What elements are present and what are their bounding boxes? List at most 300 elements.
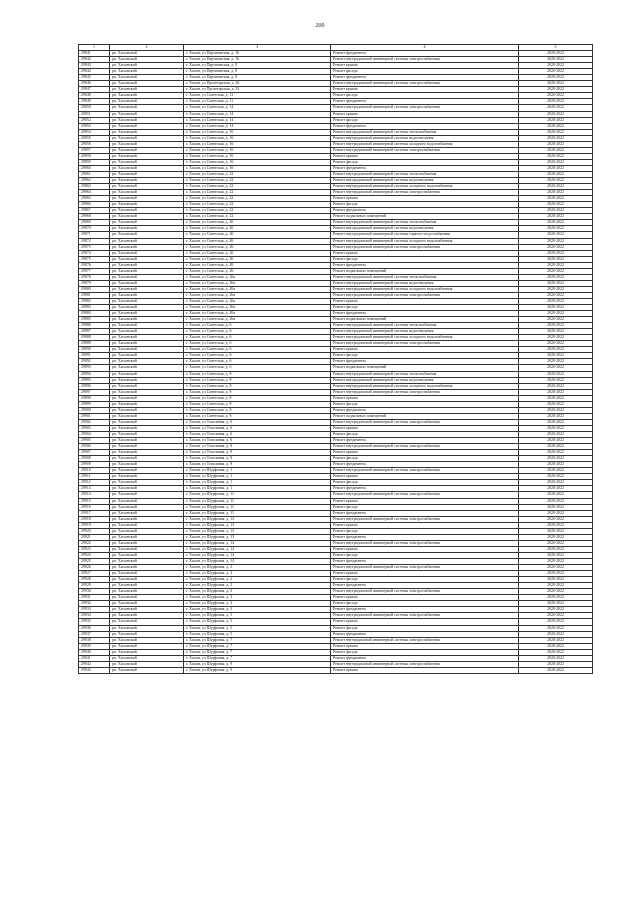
row-number: 29885 <box>79 317 110 323</box>
row-period: 2020-2022 <box>519 583 593 589</box>
row-work-type: Ремонт фасада <box>331 456 519 462</box>
row-number: 29851 <box>79 111 110 117</box>
row-number: 29869 <box>79 220 110 226</box>
row-period: 2020-2022 <box>519 305 593 311</box>
row-work-type: Ремонт внутридомовой инженерной системы водоотведения <box>331 280 519 286</box>
row-number: 29859 <box>79 159 110 165</box>
row-period: 2020-2022 <box>519 637 593 643</box>
row-address: г. Хасын, ул Советская, д. 16 <box>184 159 331 165</box>
row-work-type: Ремонт крыши <box>331 667 519 673</box>
row-work-type: Ремонт крыши <box>331 395 519 401</box>
row-address: г. Хасын, ул Советская, д. 22 <box>184 214 331 220</box>
row-number: 29860 <box>79 165 110 171</box>
row-work-type: Ремонт крыши <box>331 522 519 528</box>
row-address: г. Хасын, ул Советская, д. 26 <box>184 244 331 250</box>
row-address: г. Хасын, ул Тополиная, д. 6 <box>184 438 331 444</box>
row-address: г. Хасын, ул Пролетарская, д. 26 <box>184 81 331 87</box>
row-work-type: Ремонт фасада <box>331 256 519 262</box>
row-district: рп. Хасынский <box>110 292 184 298</box>
row-work-type: Ремонт фасада <box>331 353 519 359</box>
row-number: 29904 <box>79 432 110 438</box>
row-work-type: Ремонт фасада <box>331 93 519 99</box>
row-period: 2020-2022 <box>519 613 593 619</box>
row-number: 29922 <box>79 540 110 546</box>
row-address: г. Хасын, ул Партизанская, д. 8 <box>184 69 331 75</box>
row-number: 29850 <box>79 105 110 111</box>
row-address: г. Хасын, ул Советская, д. 22 <box>184 196 331 202</box>
row-period: 2020-2022 <box>519 395 593 401</box>
row-number: 29872 <box>79 238 110 244</box>
row-period: 2020-2022 <box>519 492 593 498</box>
row-number: 29934 <box>79 613 110 619</box>
row-district: рп. Хасынский <box>110 522 184 528</box>
row-period: 2020-2022 <box>519 407 593 413</box>
row-number: 29918 <box>79 516 110 522</box>
row-address: г. Хасын, ул Советская, д. 22 <box>184 171 331 177</box>
row-district: рп. Хасынский <box>110 135 184 141</box>
row-period: 2020-2022 <box>519 667 593 673</box>
row-period: 2020-2022 <box>519 516 593 522</box>
row-number: 29880 <box>79 286 110 292</box>
row-district: рп. Хасынский <box>110 208 184 214</box>
row-number: 29845 <box>79 75 110 81</box>
row-number: 29888 <box>79 335 110 341</box>
row-address: г. Хасын, ул Шурфовая, д. 11 <box>184 510 331 516</box>
row-work-type: Ремонт внутридомовой инженерной системы электроснабжения <box>331 613 519 619</box>
row-address: г. Хасын, ул Советская, д. 26а <box>184 280 331 286</box>
row-address: г. Хасын, ул Советская, д. 26а <box>184 274 331 280</box>
row-number: 29848 <box>79 93 110 99</box>
row-work-type: Ремонт внутридомовой инженерной системы электроснабжения <box>331 244 519 250</box>
row-period: 2020-2022 <box>519 335 593 341</box>
row-number: 29895 <box>79 377 110 383</box>
row-address: г. Хасын, ул Советская, д. 6 <box>184 329 331 335</box>
row-period: 2020-2022 <box>519 208 593 214</box>
row-work-type: Ремонт крыши <box>331 153 519 159</box>
row-period: 2020-2022 <box>519 486 593 492</box>
row-address: г. Хасын, ул Шурфовая, д. 13 <box>184 528 331 534</box>
row-work-type: Ремонт внутридомовой инженерной системы теплоснабжения <box>331 220 519 226</box>
row-district: рп. Хасынский <box>110 552 184 558</box>
row-work-type: Ремонт внутридомовой инженерной системы теплоснабжения <box>331 274 519 280</box>
row-district: рп. Хасынский <box>110 510 184 516</box>
row-district: рп. Хасынский <box>110 238 184 244</box>
row-period: 2020-2022 <box>519 540 593 546</box>
row-address: г. Хасын, ул Советская, д. 16 <box>184 165 331 171</box>
row-period: 2020-2022 <box>519 504 593 510</box>
row-work-type: Ремонт фасада <box>331 117 519 123</box>
row-district: рп. Хасынский <box>110 69 184 75</box>
row-work-type: Ремонт фундамента <box>331 262 519 268</box>
row-district: рп. Хасынский <box>110 649 184 655</box>
row-address: г. Хасын, ул Советская, д. 26 <box>184 262 331 268</box>
row-work-type: Ремонт крыши <box>331 111 519 117</box>
row-address: г. Хасын, ул Советская, д. 14 <box>184 105 331 111</box>
row-address: г. Хасын, ул Шурфовая, д. 7 <box>184 643 331 649</box>
row-district: рп. Хасынский <box>110 93 184 99</box>
row-address: г. Хасын, ул Шурфовая, д. 3 <box>184 595 331 601</box>
row-period: 2020-2022 <box>519 274 593 280</box>
row-work-type: Ремонт внутридомовой инженерной системы электроснабжения <box>331 589 519 595</box>
row-district: рп. Хасынский <box>110 589 184 595</box>
row-number: 29939 <box>79 643 110 649</box>
row-address: г. Хасын, ул Шурфовая, д. 7 <box>184 655 331 661</box>
row-number: 29915 <box>79 498 110 504</box>
row-number: 29896 <box>79 383 110 389</box>
row-district: рп. Хасынский <box>110 395 184 401</box>
row-period: 2020-2022 <box>519 655 593 661</box>
row-work-type: Ремонт внутридомовой инженерной системы электроснабжения <box>331 419 519 425</box>
row-number: 29927 <box>79 571 110 577</box>
row-address: г. Хасын, ул Советская, д. 8 <box>184 389 331 395</box>
row-address: г. Хасын, ул Шурфовая, д. 1 <box>184 474 331 480</box>
row-number: 29924 <box>79 552 110 558</box>
row-address: г. Хасын, ул Пролетарская, д. 33 <box>184 87 331 93</box>
row-number: 29894 <box>79 371 110 377</box>
row-address: г. Хасын, ул Советская, д. 6 <box>184 335 331 341</box>
row-district: рп. Хасынский <box>110 190 184 196</box>
row-district: рп. Хасынский <box>110 81 184 87</box>
row-address: г. Хасын, ул Советская, д. 22 <box>184 184 331 190</box>
row-number: 29890 <box>79 347 110 353</box>
row-district: рп. Хасынский <box>110 438 184 444</box>
row-number: 29893 <box>79 365 110 371</box>
row-district: рп. Хасынский <box>110 667 184 673</box>
row-district: рп. Хасынский <box>110 244 184 250</box>
row-address: г. Хасын, ул Партизанская, д. 8 <box>184 75 331 81</box>
row-number: 29862 <box>79 178 110 184</box>
row-work-type: Ремонт внутридомовой инженерной системы электроснабжения <box>331 105 519 111</box>
row-period: 2020-2022 <box>519 552 593 558</box>
row-number: 29864 <box>79 190 110 196</box>
row-period: 2020-2022 <box>519 111 593 117</box>
row-number: 29867 <box>79 208 110 214</box>
row-period: 2020-2022 <box>519 383 593 389</box>
row-address: г. Хасын, ул Шурфовая, д. 13 <box>184 516 331 522</box>
row-number: 29917 <box>79 510 110 516</box>
row-number: 29916 <box>79 504 110 510</box>
row-work-type: Ремонт фасада <box>331 305 519 311</box>
row-work-type: Ремонт фундамента <box>331 462 519 468</box>
row-address: г. Хасын, ул Шурфовая, д. 3 <box>184 607 331 613</box>
row-period: 2020-2022 <box>519 226 593 232</box>
row-period: 2020-2022 <box>519 522 593 528</box>
row-address: г. Хасын, ул Советская, д. 6 <box>184 365 331 371</box>
row-number: 29902 <box>79 419 110 425</box>
row-period: 2020-2022 <box>519 190 593 196</box>
row-district: рп. Хасынский <box>110 57 184 63</box>
row-work-type: Ремонт фундамента <box>331 123 519 129</box>
row-number: 29940 <box>79 649 110 655</box>
row-work-type: Ремонт внутридомовой инженерной системы теплоснабжения <box>331 323 519 329</box>
row-number: 29921 <box>79 534 110 540</box>
row-district: рп. Хасынский <box>110 528 184 534</box>
row-period: 2020-2022 <box>519 401 593 407</box>
row-district: рп. Хасынский <box>110 619 184 625</box>
row-work-type: Ремонт крыши <box>331 546 519 552</box>
row-number: 29935 <box>79 619 110 625</box>
row-number: 29870 <box>79 226 110 232</box>
row-address: г. Хасын, ул Советская, д. 26 <box>184 238 331 244</box>
row-work-type: Ремонт фасада <box>331 528 519 534</box>
row-district: рп. Хасынский <box>110 51 184 57</box>
row-number: 29884 <box>79 311 110 317</box>
row-district: рп. Хасынский <box>110 401 184 407</box>
row-work-type: Ремонт фундамента <box>331 510 519 516</box>
row-period: 2020-2022 <box>519 93 593 99</box>
row-number: 29863 <box>79 184 110 190</box>
header-col-district: 2 <box>110 45 184 51</box>
row-period: 2020-2022 <box>519 262 593 268</box>
row-period: 2020-2022 <box>519 643 593 649</box>
row-period: 2020-2022 <box>519 444 593 450</box>
row-work-type: Ремонт крыши <box>331 298 519 304</box>
row-address: г. Хасын, ул Шурфовая, д. 9 <box>184 667 331 673</box>
row-address: г. Хасын, ул Тополиная, д. 8 <box>184 462 331 468</box>
row-number: 29878 <box>79 274 110 280</box>
row-address: г. Хасын, ул Советская, д. 16 <box>184 141 331 147</box>
row-address: г. Хасын, ул Советская, д. 16 <box>184 129 331 135</box>
row-number: 29852 <box>79 117 110 123</box>
row-district: рп. Хасынский <box>110 329 184 335</box>
row-work-type: Ремонт внутридомовой инженерной системы электроснабжения <box>331 292 519 298</box>
row-period: 2020-2022 <box>519 601 593 607</box>
row-address: г. Хасын, ул Советская, д. 8 <box>184 395 331 401</box>
row-district: рп. Хасынский <box>110 117 184 123</box>
row-address: г. Хасын, ул Советская, д. 26 <box>184 256 331 262</box>
row-district: рп. Хасынский <box>110 462 184 468</box>
row-number: 29876 <box>79 262 110 268</box>
row-period: 2020-2022 <box>519 232 593 238</box>
row-district: рп. Хасынский <box>110 643 184 649</box>
row-period: 2020-2022 <box>519 196 593 202</box>
row-work-type: Ремонт крыши <box>331 425 519 431</box>
row-period: 2020-2022 <box>519 135 593 141</box>
row-address: г. Хасын, ул Советская, д. 8 <box>184 383 331 389</box>
row-period: 2020-2022 <box>519 286 593 292</box>
row-address: г. Хасын, ул Шурфовая, д. 7 <box>184 649 331 655</box>
row-district: рп. Хасынский <box>110 407 184 413</box>
row-district: рп. Хасынский <box>110 232 184 238</box>
row-number: 29930 <box>79 589 110 595</box>
row-address: г. Хасын, ул Советская, д. 26 <box>184 232 331 238</box>
row-period: 2020-2022 <box>519 546 593 552</box>
row-work-type: Ремонт фундамента <box>331 438 519 444</box>
row-number: 29910 <box>79 468 110 474</box>
row-period: 2020-2022 <box>519 129 593 135</box>
row-address: г. Хасын, ул Шурфовая, д. 2 <box>184 577 331 583</box>
row-district: рп. Хасынский <box>110 565 184 571</box>
row-number: 29865 <box>79 196 110 202</box>
row-address: г. Хасын, ул Советская, д. 8 <box>184 413 331 419</box>
row-district: рп. Хасынский <box>110 365 184 371</box>
header-col-number: 1 <box>79 45 110 51</box>
row-period: 2020-2022 <box>519 462 593 468</box>
row-number: 29853 <box>79 123 110 129</box>
row-address: г. Хасын, ул Советская, д. 11 <box>184 93 331 99</box>
row-address: г. Хасын, ул Шурфовая, д. 11 <box>184 504 331 510</box>
row-work-type: Ремонт крыши <box>331 250 519 256</box>
row-period: 2020-2022 <box>519 450 593 456</box>
row-number: 29942 <box>79 661 110 667</box>
row-district: рп. Хасынский <box>110 389 184 395</box>
row-number: 29897 <box>79 389 110 395</box>
row-address: г. Хасын, ул Советская, д. 6 <box>184 323 331 329</box>
row-district: рп. Хасынский <box>110 256 184 262</box>
row-period: 2020-2022 <box>519 280 593 286</box>
row-address: г. Хасын, ул Партизанская, д. 16 <box>184 51 331 57</box>
row-work-type: Ремонт внутридомовой инженерной системы электроснабжения <box>331 637 519 643</box>
row-number: 29873 <box>79 244 110 250</box>
row-period: 2020-2022 <box>519 456 593 462</box>
row-work-type: Ремонт фундамента <box>331 51 519 57</box>
row-address: г. Хасын, ул Советская, д. 26а <box>184 317 331 323</box>
row-district: рп. Хасынский <box>110 141 184 147</box>
row-work-type: Ремонт фасада <box>331 69 519 75</box>
table-row <box>79 667 593 673</box>
row-address: г. Хасын, ул Тополиная, д. 8 <box>184 456 331 462</box>
row-work-type: Ремонт подвальных помещений <box>331 413 519 419</box>
row-address: г. Хасын, ул Тополиная, д. 8 <box>184 450 331 456</box>
row-number: 29892 <box>79 359 110 365</box>
row-period: 2020-2022 <box>519 244 593 250</box>
row-district: рп. Хасынский <box>110 425 184 431</box>
row-work-type: Ремонт фундамента <box>331 407 519 413</box>
row-district: рп. Хасынский <box>110 456 184 462</box>
row-work-type: Ремонт подвальных помещений <box>331 317 519 323</box>
row-number: 29854 <box>79 129 110 135</box>
row-work-type: Ремонт внутридомовой инженерной системы электроснабжения <box>331 565 519 571</box>
row-address: г. Хасын, ул Шурфовая, д. 14 <box>184 546 331 552</box>
row-district: рп. Хасынский <box>110 601 184 607</box>
row-period: 2020-2022 <box>519 480 593 486</box>
row-address: г. Хасын, ул Советская, д. 22 <box>184 178 331 184</box>
row-number: 29841 <box>79 51 110 57</box>
row-number: 29926 <box>79 565 110 571</box>
row-address: г. Хасын, ул Шурфовая, д. 14 <box>184 552 331 558</box>
row-address: г. Хасын, ул Шурфовая, д. 1 <box>184 468 331 474</box>
row-district: рп. Хасынский <box>110 75 184 81</box>
row-work-type: Ремонт внутридомовой инженерной системы водоотведения <box>331 226 519 232</box>
row-period: 2020-2022 <box>519 268 593 274</box>
row-number: 29858 <box>79 153 110 159</box>
row-number: 29913 <box>79 486 110 492</box>
row-number: 29843 <box>79 63 110 69</box>
row-number: 29938 <box>79 637 110 643</box>
row-address: г. Хасын, ул Советская, д. 22 <box>184 208 331 214</box>
row-work-type: Ремонт внутридомовой инженерной системы электроснабжения <box>331 389 519 395</box>
row-work-type: Ремонт фасада <box>331 649 519 655</box>
row-address: г. Хасын, ул Шурфовая, д. 13 <box>184 534 331 540</box>
row-district: рп. Хасынский <box>110 444 184 450</box>
row-period: 2020-2022 <box>519 323 593 329</box>
row-district: рп. Хасынский <box>110 105 184 111</box>
row-work-type: Ремонт фасада <box>331 577 519 583</box>
row-district: рп. Хасынский <box>110 214 184 220</box>
row-number: 29856 <box>79 141 110 147</box>
row-address: г. Хасын, ул Шурфовая, д. 14 <box>184 558 331 564</box>
row-district: рп. Хасынский <box>110 474 184 480</box>
row-period: 2020-2022 <box>519 256 593 262</box>
row-address: г. Хасын, ул Шурфовая, д. 7 <box>184 637 331 643</box>
row-address: г. Хасын, ул Шурфовая, д. 1 <box>184 480 331 486</box>
row-work-type: Ремонт внутридомовой инженерной системы водоотведения <box>331 329 519 335</box>
row-period: 2020-2022 <box>519 341 593 347</box>
row-address: г. Хасын, ул Советская, д. 6 <box>184 341 331 347</box>
row-work-type: Ремонт крыши <box>331 87 519 93</box>
row-work-type: Ремонт внутридомовой инженерной системы холодного водоснабжения <box>331 286 519 292</box>
row-period: 2020-2022 <box>519 510 593 516</box>
row-district: рп. Хасынский <box>110 184 184 190</box>
row-address: г. Хасын, ул Советская, д. 26 <box>184 220 331 226</box>
row-address: г. Хасын, ул Шурфовая, д. 13 <box>184 522 331 528</box>
row-number: 29933 <box>79 607 110 613</box>
row-number: 29931 <box>79 595 110 601</box>
row-work-type: Ремонт фасада <box>331 159 519 165</box>
row-work-type: Ремонт внутридомовой инженерной системы электроснабжения <box>331 540 519 546</box>
row-district: рп. Хасынский <box>110 147 184 153</box>
row-work-type: Ремонт фундамента <box>331 558 519 564</box>
row-work-type: Ремонт внутридомовой инженерной системы холодного водоснабжения <box>331 238 519 244</box>
row-district: рп. Хасынский <box>110 129 184 135</box>
row-work-type: Ремонт внутридомовой инженерной системы горячего водоснабжения <box>331 232 519 238</box>
row-work-type: Ремонт фундамента <box>331 607 519 613</box>
row-number: 29877 <box>79 268 110 274</box>
row-work-type: Ремонт подвальных помещений <box>331 268 519 274</box>
row-period: 2020-2022 <box>519 607 593 613</box>
row-period: 2020-2022 <box>519 425 593 431</box>
row-work-type: Ремонт крыши <box>331 450 519 456</box>
row-number: 29882 <box>79 298 110 304</box>
row-work-type: Ремонт фундамента <box>331 534 519 540</box>
row-district: рп. Хасынский <box>110 419 184 425</box>
row-district: рп. Хасынский <box>110 540 184 546</box>
row-district: рп. Хасынский <box>110 631 184 637</box>
row-work-type: Ремонт фасада <box>331 401 519 407</box>
row-period: 2020-2022 <box>519 51 593 57</box>
row-district: рп. Хасынский <box>110 571 184 577</box>
row-period: 2020-2022 <box>519 69 593 75</box>
row-work-type: Ремонт внутридомовой инженерной системы холодного водоснабжения <box>331 184 519 190</box>
row-address: г. Хасын, ул Шурфовая, д. 5 <box>184 625 331 631</box>
row-number: 29844 <box>79 69 110 75</box>
row-number: 29879 <box>79 280 110 286</box>
row-period: 2020-2022 <box>519 625 593 631</box>
row-district: рп. Хасынский <box>110 220 184 226</box>
row-address: г. Хасын, ул Шурфовая, д. 2 <box>184 571 331 577</box>
row-number: 29928 <box>79 577 110 583</box>
row-district: рп. Хасынский <box>110 196 184 202</box>
row-district: рп. Хасынский <box>110 583 184 589</box>
row-period: 2020-2022 <box>519 147 593 153</box>
row-period: 2020-2022 <box>519 589 593 595</box>
row-address: г. Хасын, ул Шурфовая, д. 11 <box>184 492 331 498</box>
row-district: рп. Хасынский <box>110 280 184 286</box>
row-district: рп. Хасынский <box>110 178 184 184</box>
row-district: рп. Хасынский <box>110 87 184 93</box>
row-period: 2020-2022 <box>519 595 593 601</box>
row-district: рп. Хасынский <box>110 341 184 347</box>
row-work-type: Ремонт фундамента <box>331 359 519 365</box>
row-period: 2020-2022 <box>519 214 593 220</box>
row-period: 2020-2022 <box>519 661 593 667</box>
row-district: рп. Хасынский <box>110 305 184 311</box>
row-address: г. Хасын, ул Партизанская, д. 16 <box>184 57 331 63</box>
row-address: г. Хасын, ул Шурфовая, д. 3 <box>184 601 331 607</box>
row-work-type: Ремонт внутридомовой инженерной системы электроснабжения <box>331 57 519 63</box>
row-number: 29937 <box>79 631 110 637</box>
row-district: рп. Хасынский <box>110 111 184 117</box>
